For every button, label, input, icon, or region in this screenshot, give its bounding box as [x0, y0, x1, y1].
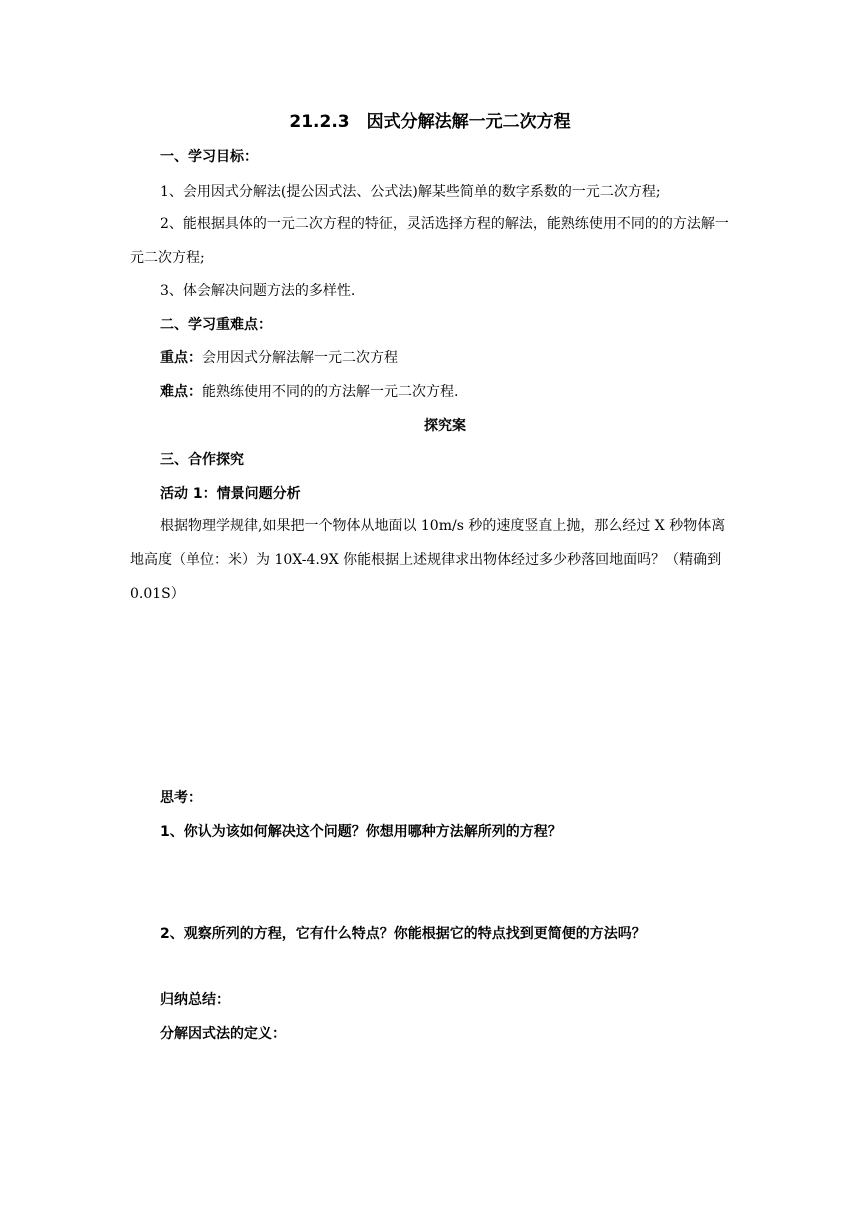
section-heading-key-points: 二、学习重难点：: [160, 317, 272, 333]
think-heading: 思考：: [160, 790, 202, 806]
difficulty-line: [160, 382, 458, 402]
section-heading-cooperation: 三、合作探究: [160, 452, 244, 468]
difficulty-text: 能熟练使用不同的的方法解一元二次方程.: [202, 384, 459, 400]
difficulty-label: 难点：: [160, 384, 202, 400]
document-title: 21.2.3 因式分解法解一元二次方程: [289, 112, 571, 132]
section-heading-objectives: 一、学习目标：: [160, 149, 258, 165]
problem-text: 根据物理学规律,如果把一个物体从地面以 10m/s 秒的速度竖直上抛，那么经过 X 秒物体离地高度（单位：米）为 10X-4.9X 你能根据上述规律求出物体经过多少秒落回地面吗？（精确到 0.01S）: [130, 518, 726, 602]
activity-title: 活动 1：情景问题分析: [160, 486, 301, 502]
objective-item-3: 3、体会解决问题方法的多样性.: [160, 283, 356, 299]
summary-heading: 归纳总结：: [160, 992, 230, 1008]
objective-item-2: 2、能根据具体的一元二次方程的特征，灵活选择方程的解法，能熟练使用不同的的方法解一元二次方程;: [130, 216, 729, 266]
key-point-line: [160, 348, 398, 368]
case-title: 探究案: [424, 418, 466, 434]
definition-label: 分解因式法的定义：: [160, 1026, 286, 1042]
objective-item-1: 1、会用因式分解法(提公因式法、公式法)解某些简单的数字系数的一元二次方程;: [160, 184, 661, 200]
think-question-1: 1、你认为该如何解决这个问题？你想用哪种方法解所列的方程？: [160, 824, 562, 840]
key-point-label: 重点：: [160, 350, 202, 366]
think-question-2: 2、观察所列的方程，它有什么特点？你能根据它的特点找到更简便的方法吗？: [160, 926, 646, 942]
key-point-text: 会用因式分解法解一元二次方程: [202, 350, 398, 366]
